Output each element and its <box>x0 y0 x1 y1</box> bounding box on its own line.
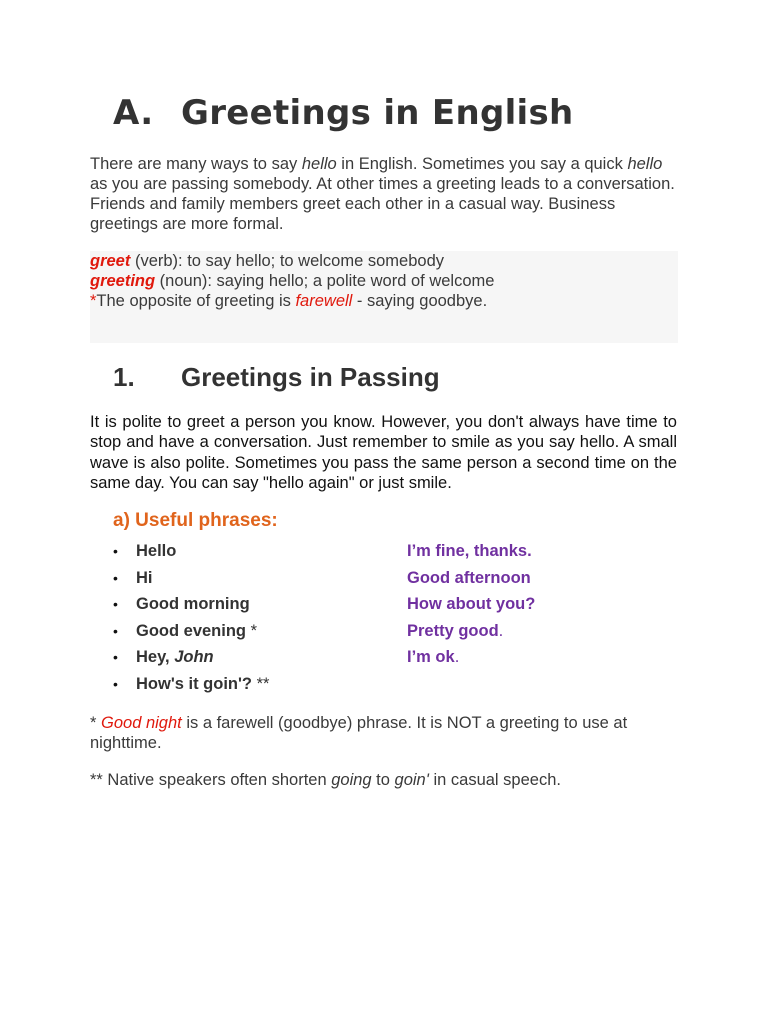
greeting-phrase-list <box>113 541 269 701</box>
phrase-name-john: John <box>174 648 214 667</box>
bullet-icon: • <box>113 649 118 666</box>
phrase-text: Hello <box>136 542 177 560</box>
response-tail: . <box>454 648 460 667</box>
phrase-text: Good evening <box>136 621 247 640</box>
opposite-text: The opposite of greeting is <box>96 292 296 310</box>
response-text: Pretty good <box>407 621 499 640</box>
bullet-icon: • <box>113 675 118 692</box>
footnote-text-c: in casual speech. <box>428 771 561 789</box>
list-item <box>407 621 535 648</box>
section-a-number: A. <box>113 93 154 133</box>
phrase-text: How's it goin'? <box>136 674 252 693</box>
response-text: I’m fine, thanks. <box>407 542 532 560</box>
def-greeting: (noun): saying hello; a polite word of welcome <box>155 272 495 290</box>
footnote-goin <box>90 770 680 790</box>
footnote-em-goin: goin' <box>394 771 429 789</box>
phrase-text: Hi <box>136 568 153 587</box>
list-item <box>113 594 269 621</box>
footnote-em-going: going <box>331 771 372 789</box>
phrase-text: Hey, <box>136 648 175 667</box>
section-1-title: Greetings in Passing <box>181 362 440 392</box>
intro-text-2: in English. Sometimes you say a quick <box>336 155 628 173</box>
response-text: Good afternoon <box>407 568 531 587</box>
footnote-text-a: ** Native speakers often shorten <box>90 771 332 789</box>
list-item <box>113 647 269 674</box>
list-item <box>407 541 535 568</box>
definition-greeting <box>90 271 678 291</box>
intro-em-hello-2: hello <box>627 155 663 173</box>
opposite-star: * <box>90 292 97 310</box>
list-item <box>407 647 535 674</box>
phrase-footnote-mark: ** <box>252 674 270 693</box>
bullet-icon: • <box>113 543 118 559</box>
section-1-number: 1. <box>113 362 135 392</box>
phrase-text: Good morning <box>136 595 250 614</box>
list-item <box>113 568 269 595</box>
footnote-text-b: to <box>371 771 395 789</box>
phrase-footnote-mark: * <box>246 621 258 640</box>
section-a-title: Greetings in English <box>181 93 574 133</box>
term-good-night: Good night <box>101 714 182 732</box>
footnote-good-night <box>90 713 680 753</box>
list-item <box>407 568 535 595</box>
response-text: I’m ok <box>407 648 455 667</box>
response-phrase-list <box>407 541 535 674</box>
intro-paragraph <box>90 154 680 234</box>
term-greet: greet <box>90 252 131 270</box>
intro-text-3: as you are passing somebody. At other times a greeting leads to a conversation. Friends and family members greet each other in a casual way. Business greetings are more formal. <box>90 175 675 233</box>
bullet-icon: • <box>113 622 118 639</box>
definition-greet <box>90 251 678 271</box>
def-greet: (verb): to say hello; to welcome somebody <box>130 252 444 270</box>
term-greeting: greeting <box>90 272 156 290</box>
list-item <box>407 594 535 621</box>
useful-phrases-heading: a) Useful phrases: <box>113 510 278 531</box>
list-item <box>113 621 269 648</box>
bullet-icon: • <box>113 596 118 613</box>
term-farewell: farewell <box>295 292 353 310</box>
intro-text-1: There are many ways to say <box>90 155 302 173</box>
footnote-star: * <box>90 714 102 732</box>
footnote-text: is a farewell (goodbye) phrase. It is NOT a greeting to use at nighttime. <box>90 714 628 752</box>
passing-paragraph: It is polite to greet a person you know. However, you don't always have time to stop and have a conversation. Just remember to smile as you say hello. A small wave is also polite. Sometimes you pass the same person a second time on the same day. You can say "hello again" or just smile. <box>90 413 677 492</box>
response-text: How about you? <box>407 595 536 614</box>
intro-em-hello-1: hello <box>301 155 337 173</box>
opposite-tail: - saying goodbye. <box>352 292 488 310</box>
list-item <box>113 674 269 701</box>
bullet-icon: • <box>113 569 118 586</box>
definition-box <box>90 251 678 343</box>
section-a-heading <box>113 93 574 133</box>
definition-opposite <box>90 291 678 311</box>
response-tail: . <box>498 621 504 640</box>
list-item <box>113 541 269 568</box>
section-1-heading <box>113 362 440 393</box>
